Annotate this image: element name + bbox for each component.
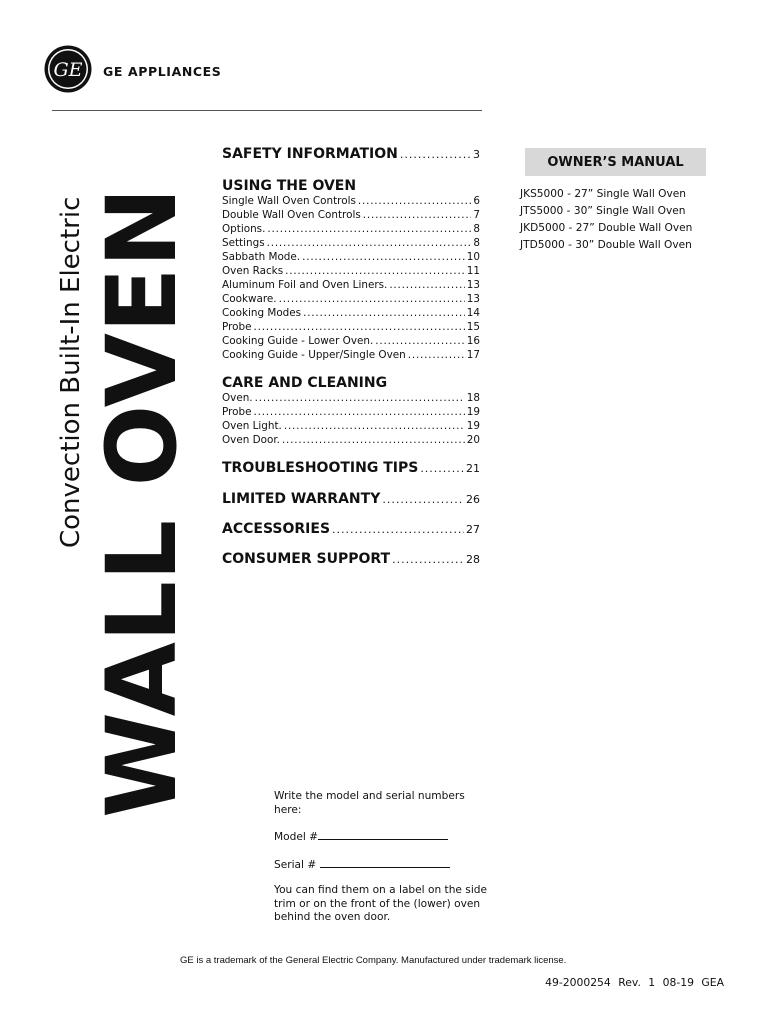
- toc-item-label: Settings: [222, 237, 265, 249]
- toc-item[interactable]: [222, 392, 480, 406]
- serial-intro: Write the model and serial numbers here:: [274, 790, 465, 816]
- toc-item[interactable]: [222, 237, 480, 251]
- model-list: [520, 186, 692, 254]
- model-number-line: [274, 829, 494, 845]
- toc-item-label: Aluminum Foil and Oven Liners.: [222, 279, 388, 291]
- toc-item-page: 17: [466, 349, 480, 361]
- toc-item-page: 19: [466, 420, 480, 432]
- toc-item[interactable]: [222, 307, 480, 321]
- toc-section-title: TROUBLESHOOTING TIPS: [222, 460, 419, 476]
- toc-item-page: 13: [466, 279, 480, 291]
- toc-section-title: SAFETY INFORMATION: [222, 146, 398, 162]
- toc-item-page: 11: [466, 265, 480, 277]
- toc-item[interactable]: [222, 293, 480, 307]
- toc-item-label: Oven Light.: [222, 420, 282, 432]
- owners-manual-badge: OWNER’S MANUAL: [525, 148, 706, 176]
- toc-item[interactable]: [222, 195, 480, 209]
- toc-item[interactable]: [222, 349, 480, 363]
- document-number: 49-2000254 Rev. 1 08-19 GEA: [545, 976, 724, 989]
- model-number-blank: [318, 829, 448, 840]
- serial-number-block: [274, 790, 494, 937]
- trademark-notice: GE is a trademark of the General Electric Company. Manufactured under trademark license.: [180, 955, 567, 966]
- header-divider: [52, 110, 482, 111]
- toc-section-title: ACCESSORIES: [222, 521, 331, 537]
- toc-item[interactable]: [222, 321, 480, 335]
- toc-item-page: 19: [466, 406, 480, 418]
- toc-item-label: Cooking Guide - Lower Oven.: [222, 335, 374, 347]
- toc-care-title: CARE AND CLEANING: [222, 375, 388, 391]
- toc-section-title: CONSUMER SUPPORT: [222, 551, 391, 567]
- toc-item[interactable]: [222, 406, 480, 420]
- model-item: JTD5000 - 30” Double Wall Oven: [520, 239, 692, 251]
- toc-care-list: [222, 392, 480, 448]
- toc-item-page: 15: [466, 321, 480, 333]
- toc-item-label: Cookware.: [222, 293, 277, 305]
- toc-using-list: [222, 195, 480, 363]
- toc-item-page: 14: [466, 307, 480, 319]
- toc-page: 21: [466, 462, 480, 475]
- toc-page: 26: [466, 493, 480, 506]
- toc-item-page: 10: [466, 251, 480, 263]
- toc-item[interactable]: [222, 223, 480, 237]
- toc-item-page: 16: [466, 335, 480, 347]
- toc-item-label: Oven.: [222, 392, 253, 404]
- toc-item[interactable]: [222, 434, 480, 448]
- toc-item-label: Cooking Modes: [222, 307, 302, 319]
- toc-item-page: 20: [466, 434, 480, 446]
- toc-warranty[interactable]: [222, 491, 480, 507]
- model-item: JKD5000 - 27” Double Wall Oven: [520, 222, 693, 234]
- toc-section-title: LIMITED WARRANTY: [222, 491, 381, 507]
- toc-troubleshooting[interactable]: [222, 460, 480, 476]
- serial-number-label: Serial #: [274, 858, 317, 871]
- toc-item-label: Oven Racks: [222, 265, 284, 277]
- toc-page: 28: [466, 553, 480, 566]
- model-number-label: Model #: [274, 831, 319, 843]
- toc-item-label: Probe: [222, 406, 252, 418]
- brand-name: GE APPLIANCES: [103, 64, 222, 79]
- toc-item[interactable]: [222, 420, 480, 434]
- model-item: JKS5000 - 27” Single Wall Oven: [520, 188, 686, 200]
- toc-item-page: 6: [473, 195, 480, 207]
- toc-using-title: USING THE OVEN: [222, 178, 357, 194]
- toc-item-label: Sabbath Mode.: [222, 251, 301, 263]
- toc-item-label: Double Wall Oven Controls: [222, 209, 361, 221]
- toc-page: 27: [466, 523, 480, 536]
- toc-item-label: Probe: [222, 321, 252, 333]
- ge-logo-text: GE: [53, 59, 83, 81]
- product-subtitle: Convection Built-In Electric: [56, 196, 86, 548]
- serial-number-blank: [320, 857, 450, 868]
- toc-item-page: 18: [466, 392, 480, 404]
- toc-item[interactable]: [222, 251, 480, 265]
- toc-item-label: Options.: [222, 223, 266, 235]
- toc-support[interactable]: [222, 551, 480, 567]
- toc-item[interactable]: [222, 279, 480, 293]
- toc-item-page: 8: [473, 237, 480, 249]
- toc-item[interactable]: [222, 265, 480, 279]
- product-title: WALL OVEN: [86, 187, 198, 818]
- toc-accessories[interactable]: [222, 521, 480, 537]
- toc-item-label: Single Wall Oven Controls: [222, 195, 356, 207]
- ge-logo-icon: [44, 45, 92, 93]
- toc-page: 3: [473, 148, 480, 161]
- serial-number-line: [274, 857, 494, 873]
- serial-note: You can find them on a label on the side trim or on the front of the (lower) oven behind the oven door.: [274, 884, 488, 923]
- toc-item[interactable]: [222, 335, 480, 349]
- toc-item-page: 8: [473, 223, 480, 235]
- toc-item[interactable]: [222, 209, 480, 223]
- toc-item-page: 7: [473, 209, 480, 221]
- toc-item-label: Oven Door.: [222, 434, 280, 446]
- model-item: JTS5000 - 30” Single Wall Oven: [520, 205, 686, 217]
- toc-item-label: Cooking Guide - Upper/Single Oven: [222, 349, 406, 361]
- toc-safety[interactable]: [222, 146, 480, 162]
- toc-item-page: 13: [466, 293, 480, 305]
